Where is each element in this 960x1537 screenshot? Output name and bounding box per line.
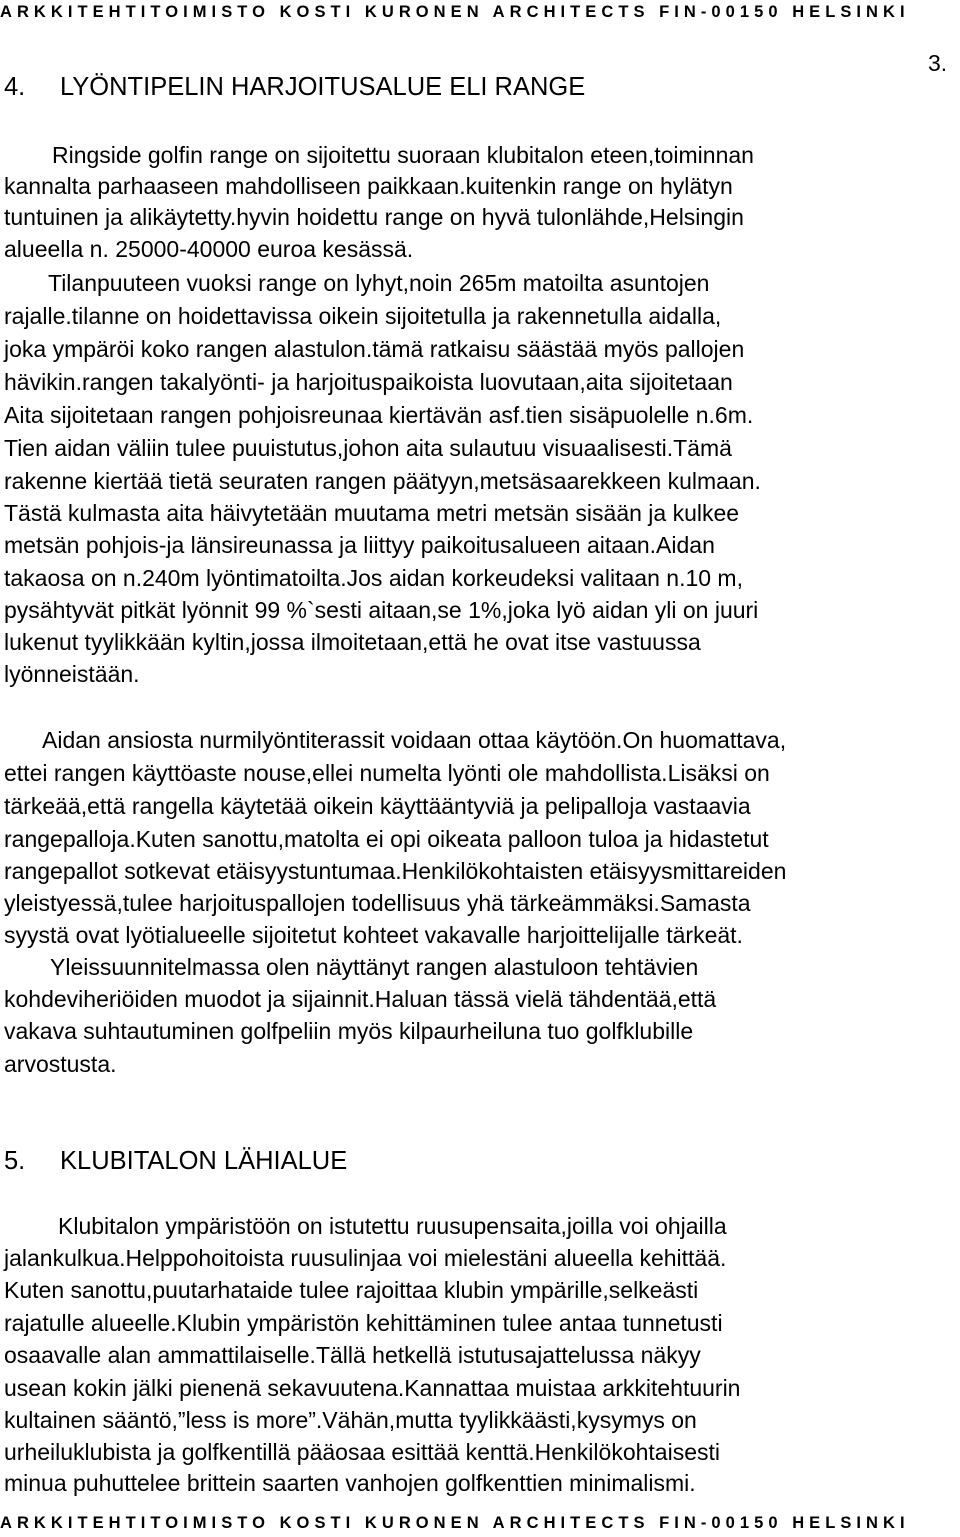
section-5-heading [4, 1146, 347, 1176]
paragraph-line: arvostusta. [4, 1051, 117, 1077]
paragraph-line: syystä ovat lyötialueelle sijoitetut kohteet vakavalle harjoittelijalle tärkeät. [4, 922, 743, 948]
section-4-heading [4, 72, 585, 102]
paragraph-line: Ringside golfin range on sijoitettu suoraan klubitalon eteen,toiminnan [52, 142, 754, 168]
paragraph-line: lyönneistään. [4, 661, 140, 687]
paragraph-line: vakava suhtautuminen golfpeliin myös kilpaurheiluna tuo golfklubille [4, 1018, 694, 1044]
paragraph-line: Yleissuunnitelmassa olen näyttänyt rangen alastuloon tehtävien [50, 954, 699, 980]
paragraph-line: rajalle.tilanne on hoidettavissa oikein sijoitetulla ja rakennetulla aidalla, [4, 303, 722, 329]
paragraph-line: takaosa on n.240m lyöntimatoilta.Jos aidan korkeudeksi valitaan n.10 m, [4, 565, 743, 591]
paragraph-line: ettei rangen käyttöaste nouse,ellei numelta lyönti ole mahdollista.Lisäksi on [4, 760, 770, 786]
paragraph-line: Kuten sanottu,puutarhataide tulee rajoittaa klubin ympärille,selkeästi [4, 1277, 699, 1303]
paragraph-line: rajatulle alueelle.Klubin ympäristön kehittäminen tulee antaa tunnetusti [4, 1310, 723, 1336]
paragraph-line: Tien aidan väliin tulee puuistutus,johon aita sulautuu visuaalisesti.Tämä [4, 435, 732, 461]
paragraph-line: Tilanpuuteen vuoksi range on lyhyt,noin 265m matoilta asuntojen [48, 270, 710, 296]
page-number: 3. [928, 50, 948, 76]
paragraph-line: Aidan ansiosta nurmilyöntiterassit voidaan ottaa käytöön.On huomattava, [42, 727, 787, 753]
paragraph-line: metsän pohjois-ja länsireunassa ja liittyy paikoitusalueen aitaan.Aidan [4, 532, 715, 558]
paragraph-line: lukenut tyylikkään kyltin,jossa ilmoitetaan,että he ovat itse vastuussa [4, 629, 701, 655]
paragraph-line: kannalta parhaaseen mahdolliseen paikkaan.kuitenkin range on hylätyn [4, 173, 733, 199]
paragraph-line: joka ympäröi koko rangen alastulon.tämä ratkaisu säästää myös pallojen [4, 336, 745, 362]
paragraph-line: kohdeviheriöiden muodot ja sijainnit.Haluan tässä vielä tähdentää,että [4, 986, 717, 1012]
paragraph-line: hävikin.rangen takalyönti- ja harjoituspaikoista luovutaan,aita sijoitetaan [4, 369, 733, 395]
section-4-title: LYÖNTIPELIN HARJOITUSALUE ELI RANGE [60, 73, 586, 101]
letterhead-header: ARKKITEHTITOIMISTO KOSTI KURONEN ARCHITECTS FIN-00150 HELSINKI [0, 3, 910, 21]
paragraph-line: rangepallot sotkevat etäisyystuntumaa.Henkilökohtaisten etäisyysmittareiden [4, 858, 787, 884]
paragraph-line: tärkeää,että rangella käytetää oikein käyttääntyviä ja pelipalloja vastaavia [4, 793, 751, 819]
paragraph-line: Tästä kulmasta aita häivytetään muutama metri metsän sisään ja kulkee [4, 500, 740, 526]
paragraph-line: jalankulkua.Helppohoitoista ruusulinjaa voi mielestäni alueella kehittää. [4, 1245, 727, 1271]
paragraph-line: minua puhuttelee brittein saarten vanhojen golfkenttien minimalismi. [4, 1470, 696, 1496]
section-4-number: 4. [4, 73, 26, 101]
letterhead-footer: ARKKITEHTITOIMISTO KOSTI KURONEN ARCHITECTS FIN-00150 HELSINKI [0, 1514, 910, 1532]
paragraph-line: rangepalloja.Kuten sanottu,matolta ei opi oikeata palloon tuloa ja hidastetut [4, 826, 769, 852]
paragraph-line: kultainen sääntö,”less is more”.Vähän,mutta tyylikkäästi,kysymys on [4, 1407, 697, 1433]
paragraph-line: osaavalle alan ammattilaiselle.Tällä hetkellä istutusajattelussa näkyy [4, 1342, 701, 1368]
paragraph-line: rakenne kiertää tietä seuraten rangen päätyyn,metsäsaarekkeen kulmaan. [4, 468, 761, 494]
paragraph-line: alueella n. 25000-40000 euroa kesässä. [4, 236, 414, 262]
paragraph-line: usean kokin jälki pienenä sekavuutena.Kannattaa muistaa arkkitehtuurin [4, 1375, 741, 1401]
section-5-number: 5. [4, 1147, 26, 1175]
paragraph-line: Aita sijoitetaan rangen pohjoisreunaa kiertävän asf.tien sisäpuolelle n.6m. [4, 402, 754, 428]
paragraph-line: pysähtyvät pitkät lyönnit 99 %`sesti aitaan,se 1%,joka lyö aidan yli on juuri [4, 597, 759, 623]
paragraph-line: Klubitalon ympäristöön on istutettu ruusupensaita,joilla voi ohjailla [58, 1213, 727, 1239]
paragraph-line: tuntuinen ja alikäytetty.hyvin hoidettu range on hyvä tulonlähde,Helsingin [4, 204, 744, 230]
section-5-title: KLUBITALON LÄHIALUE [60, 1147, 348, 1175]
paragraph-line: yleistyessä,tulee harjoituspallojen todellisuus yhä tärkeämmäksi.Samasta [4, 890, 751, 916]
paragraph-line: urheiluklubista ja golfkentillä pääosaa esittää kenttä.Henkilökohtaisesti [4, 1439, 720, 1465]
